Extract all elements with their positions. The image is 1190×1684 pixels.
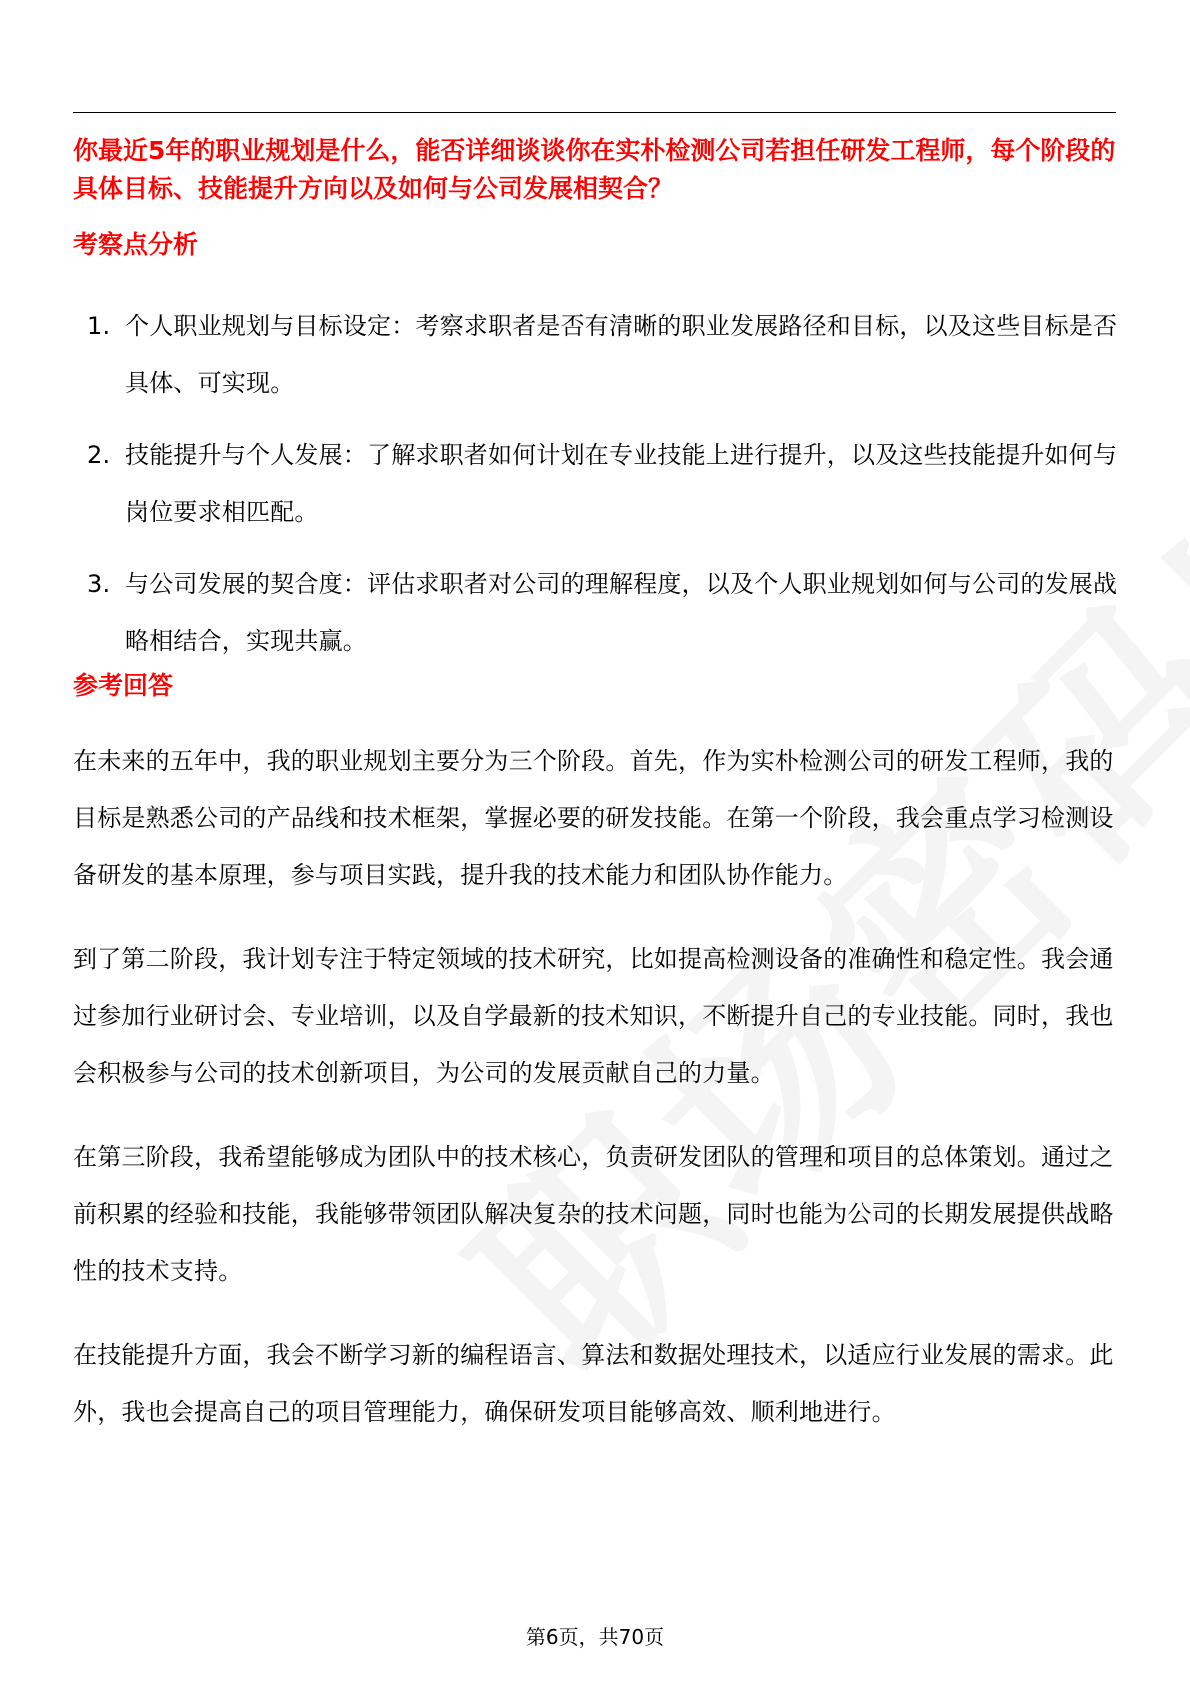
analysis-heading: 考察点分析 [73, 230, 199, 259]
answer-heading: 参考回答 [73, 671, 174, 700]
answer-body [73, 733, 1118, 1468]
question-title: 你最近5年的职业规划是什么，能否详细谈谈你在实朴检测公司若担任研发工程师，每个阶段的具体目标、技能提升方向以及如何与公司发展相契合？ [73, 136, 1116, 203]
answer-paragraph-1: 在未来的五年中，我的职业规划主要分为三个阶段。首先，作为实朴检测公司的研发工程师，我的目标是熟悉公司的产品线和技术框架，掌握必要的研发技能。在第一个阶段，我会重点学习检测设备研发的基本原理，参与项目实践，提升我的技术能力和团队协作能力。 [73, 747, 1114, 889]
list-number: 1. [87, 312, 111, 340]
list-number: 3. [87, 570, 111, 598]
analysis-point-text: 技能提升与个人发展：了解求职者如何计划在专业技能上进行提升，以及这些技能提升如何与岗位要求相匹配。 [125, 441, 1118, 526]
analysis-point-3 [73, 556, 1118, 670]
answer-paragraph-2: 到了第二阶段，我计划专注于特定领域的技术研究，比如提高检测设备的准确性和稳定性。我会通过参加行业研讨会、专业培训，以及自学最新的技术知识，不断提升自己的专业技能。同时，我也会积极参与公司的技术创新项目，为公司的发展贡献自己的力量。 [73, 945, 1114, 1087]
answer-paragraph-4: 在技能提升方面，我会不断学习新的编程语言、算法和数据处理技术，以适应行业发展的需求。此外，我也会提高自己的项目管理能力，确保研发项目能够高效、顺利地进行。 [73, 1341, 1114, 1426]
list-number: 2. [87, 441, 111, 469]
analysis-point-text: 个人职业规划与目标设定：考察求职者是否有清晰的职业发展路径和目标，以及这些目标是否具体、可实现。 [125, 312, 1118, 397]
analysis-point-text: 与公司发展的契合度：评估求职者对公司的理解程度，以及个人职业规划如何与公司的发展战略相结合，实现共赢。 [125, 570, 1118, 655]
page-number-footer: 第6页，共70页 [525, 1625, 665, 1649]
analysis-point-1 [73, 298, 1118, 412]
top-divider [73, 112, 1116, 113]
answer-paragraph-3: 在第三阶段，我希望能够成为团队中的技术核心，负责研发团队的管理和项目的总体策划。通过之前积累的经验和技能，我能够带领团队解决复杂的技术问题，同时也能为公司的长期发展提供战略性的技术支持。 [73, 1143, 1114, 1285]
analysis-list [73, 298, 1118, 685]
analysis-point-2 [73, 427, 1118, 541]
